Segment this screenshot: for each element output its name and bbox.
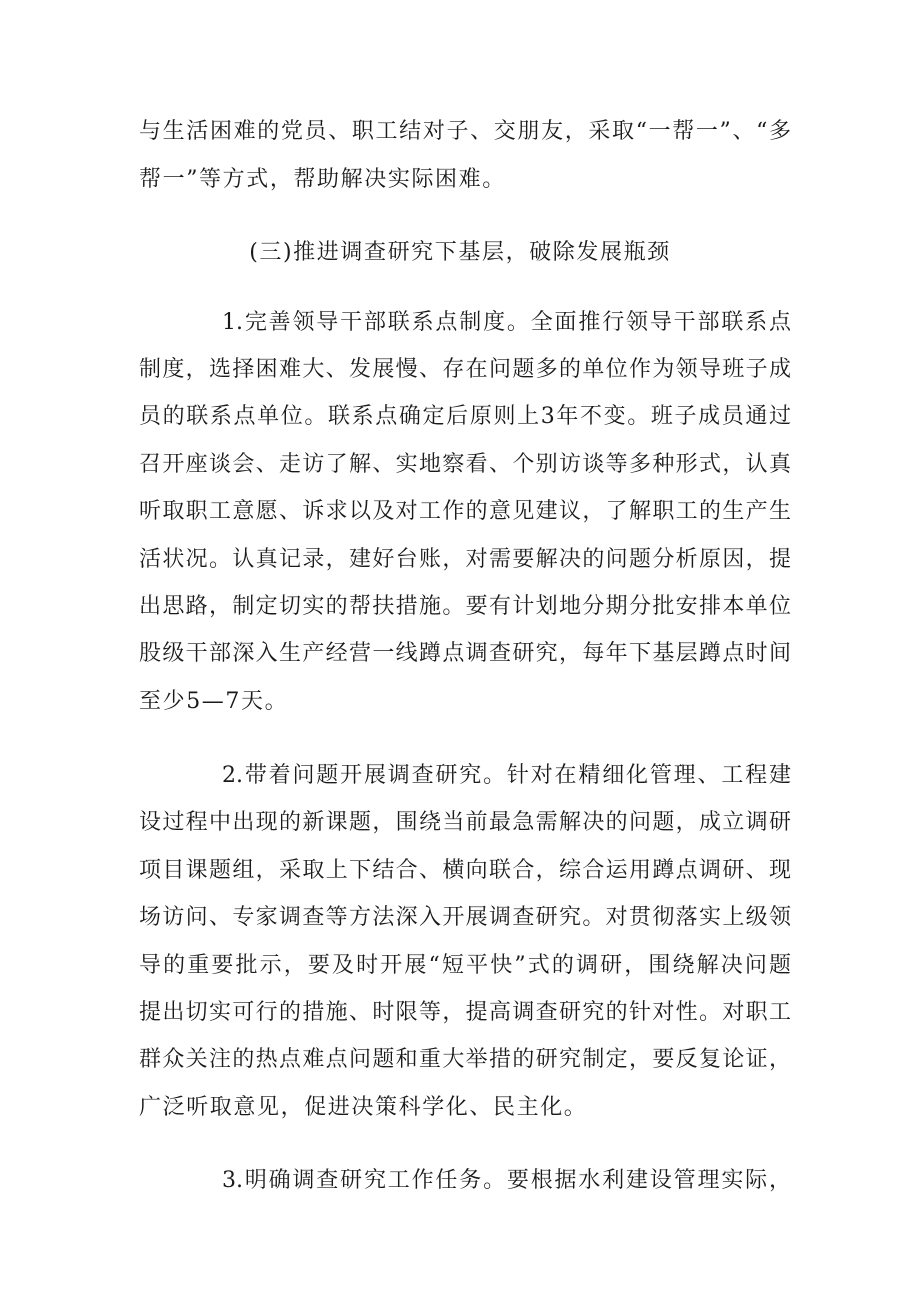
text-line: 股级干部深入生产经营一线蹲点调查研究，每年下基层蹲点时间 (139, 641, 791, 666)
text-line: 出思路，制定切实的帮扶措施。要有计划地分期分批安排本单位 (139, 594, 791, 619)
section-heading: (三)推进调查研究下基层，破除发展瓶颈 (249, 240, 671, 265)
text-line: 场访问、专家调查等方法深入开展调查研究。对贯彻落实上级领 (139, 905, 791, 930)
text-line: 活状况。认真记录，建好台账，对需要解决的问题分析原因，提 (139, 547, 791, 572)
text-line: 员的联系点单位。联系点确定后原则上3年不变。班子成员通过 (139, 404, 791, 429)
text-line: 1.完善领导干部联系点制度。全面推行领导干部联系点 (222, 310, 791, 335)
text-line: 2.带着问题开展调查研究。针对在精细化管理、工程建 (222, 763, 791, 788)
text-line: 提出切实可行的措施、时限等，提高调查研究的针对性。对职工 (139, 1000, 791, 1025)
text-line: 与生活困难的党员、职工结对子、交朋友，采取“一帮一”、“多 (139, 119, 791, 144)
text-line: 广泛听取意见，促进决策科学化、民主化。 (139, 1095, 588, 1120)
text-line: 设过程中出现的新课题，围绕当前最急需解决的问题，成立调研 (139, 810, 791, 835)
text-line: 制度，选择困难大、发展慢、存在问题多的单位作为领导班子成 (139, 357, 791, 382)
text-line: 导的重要批示，要及时开展“短平快”式的调研，围绕解决问题 (139, 953, 791, 978)
text-line: 群众关注的热点难点问题和重大举措的研究制定，要反复论证， (139, 1047, 791, 1072)
text-line: 召开座谈会、走访了解、实地察看、个别访谈等多种形式，认真 (139, 452, 791, 477)
text-line: 项目课题组，采取上下结合、横向联合，综合运用蹲点调研、现 (139, 858, 791, 883)
text-line: 至少5—7天。 (139, 689, 289, 714)
text-line: 帮一”等方式，帮助解决实际困难。 (139, 167, 506, 192)
text-line: 听取职工意愿、诉求以及对工作的意见建议，了解职工的生产生 (139, 499, 791, 524)
text-line: 3.明确调查研究工作任务。要根据水利建设管理实际， (222, 1168, 791, 1193)
